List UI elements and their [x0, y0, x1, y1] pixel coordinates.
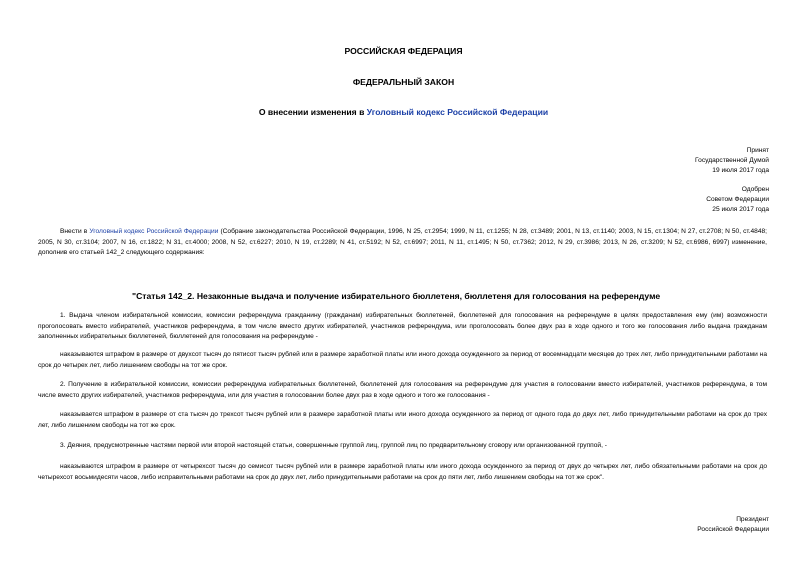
law-title-prefix: О внесении изменения в: [258, 107, 367, 117]
approved-date: 25 июля 2017 года: [712, 206, 769, 213]
signature-title: Президент: [736, 516, 769, 523]
approved-body: Советом Федерации: [706, 196, 769, 203]
criminal-code-link[interactable]: Уголовный кодекс Российской Федерации: [366, 107, 549, 117]
approval-block: [706, 185, 769, 215]
article-part-1: 1. Выдача членом избирательной комиссии, комиссии референдума гражданину (гражданам) избирательных бюллетеней, бюллетеней для голосования на референдуме в целях предоставления ему (им) возможности проголосовать вместо избирателей, участников референдума, в том числе вместо других избирателей, участников референдума, или проголосовать более двух раз в ходе одного и того же голосования либо выдача гражданам заполненных избирательных бюллетеней, бюллетеней для голосования на референдуме -: [38, 312, 767, 341]
signature-block: [697, 515, 769, 535]
intro-paragraph: [38, 227, 767, 259]
intro-rest: (Собрание законодательства Российской Федерации, 1996, N 25, ст.2954; 1999, N 11, ст.1255; N 28, ст.3489; 2001, N 13, ст.1140; 2003, N 15, ст.1304; N 27, ст.2708; N 50, ст.4848; 2005, N 30, ст.3104; 2007, N 16, ст.1822; N 31, ст.4000; 2008, N 52, ст.6227; 2010, N 19, ст.2289; N 41, ст.5192; N 52, ст.6997; 2011, N 11, ст.1495; N 50, ст.7362; 2012, N 29, ст.3986; 2013, N 26, ст.3209; N 52, ст.6986, 6997) изменение, дополнив его статьей 142_2 следующего содержания:: [38, 228, 768, 257]
law-title: [0, 107, 807, 117]
article-part-1-sanction: наказываются штрафом в размере от двухсот тысяч до пятисот тысяч рублей или в размере заработной платы или иного дохода осужденного за период от восемнадцати месяцев до трех лет, либо принудительными работами на срок до четырех лет, либо лишением свободы на тот же срок.: [38, 351, 767, 369]
intro-prefix: Внести в: [60, 228, 90, 235]
article-part-2: 2. Получение в избирательной комиссии, комиссии референдума избирательных бюллетеней, бюллетеней для голосования на референдуме для участия в голосовании вместо избирателей, участников референдума, в том числе вместо других избирателей, участников референдума, или для участия в голосовании более двух раз в ходе одного и того же голосования -: [38, 381, 767, 399]
approved-label: Одобрен: [741, 186, 769, 193]
intro-criminal-code-link[interactable]: Уголовный кодекс Российской Федерации: [89, 228, 219, 235]
country-heading: РОССИЙСКАЯ ФЕДЕРАЦИЯ: [344, 46, 463, 56]
article-part-2-sanction: наказывается штрафом в размере от ста тысяч до трехсот тысяч рублей или в размере заработной платы или иного дохода осужденного за период от одного года до двух лет, либо принудительными работами на срок до трех лет, либо лишением свободы на тот же срок.: [38, 411, 767, 429]
article-part-3-sanction: наказываются штрафом в размере от четырехсот тысяч до семисот тысяч рублей или в размере заработной платы или иного дохода осужденного за период от двух до четырех лет, либо обязательными работами на срок до четырехсот восьмидесяти часов, либо исправительными работами на срок до двух лет, либо принудительными работами на срок до пяти лет, либо лишением свободы на тот же срок".: [38, 463, 767, 481]
article-title: "Статья 142_2. Незаконные выдача и получение избирательного бюллетеня, бюллетеня для голосования на референдуме: [132, 291, 661, 301]
adoption-block: [695, 146, 769, 176]
adopted-label: Принят: [746, 147, 769, 154]
adopted-body: Государственной Думой: [695, 157, 769, 164]
doc-type-heading: ФЕДЕРАЛЬНЫЙ ЗАКОН: [352, 77, 455, 87]
adopted-date: 19 июля 2017 года: [712, 167, 769, 174]
signature-country: Российской Федерации: [697, 526, 769, 533]
article-part-3: 3. Деяния, предусмотренные частями первой или второй настоящей статьи, совершенные группой лиц, группой лиц по предварительному сговору или организованной группой, -: [60, 442, 607, 449]
